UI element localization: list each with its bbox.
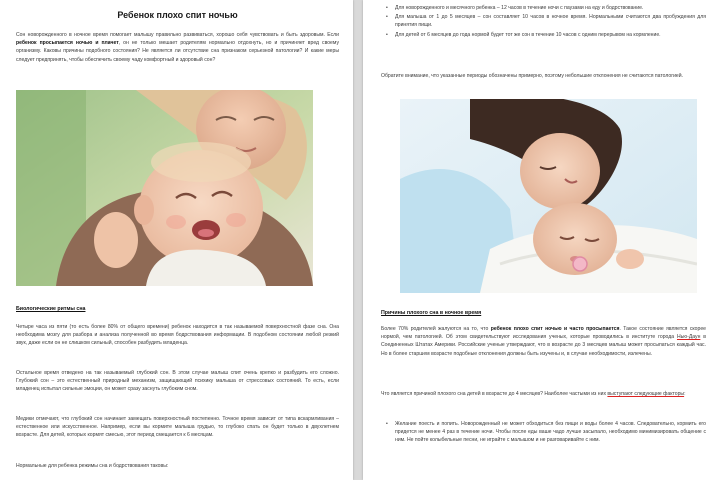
crying-baby-illustration: [16, 90, 313, 286]
page-right: [363, 0, 720, 480]
paragraph-sleep-phase: Четыре часа из пяти (то есть более 80% от общего времени) ребенок находится в так называемой поверхностной фазе сна. Она необходима мозгу для разбора и анализа полученной во время бодрствования информации. В подобном состоянии любой резкий звук, даже если он не слишком сильный, способен разбудить младенца.: [16, 324, 339, 347]
place-name: Нью-Даун: [676, 334, 701, 341]
causes-list: [381, 420, 706, 446]
mother-kissing-baby-photo: [400, 99, 697, 293]
intro-text-1: Сон новорожденного в ночное время помогает малышу правильно развиваться, хорошо себя чувствовать и быть здоровым. Если: [16, 32, 339, 38]
bullet-dot: •: [386, 14, 388, 21]
list-item: [381, 13, 706, 29]
paragraph-note: Обратите внимание, что указанные периоды обозначены примерно, поэтому небольшие отклонения не считаются патологией.: [381, 73, 684, 79]
causes-text-2: . Такое состояние является скорее нормой, чем патологией. Об этом свидетельствуют исследования ученых, которые проводились в институте города: [381, 326, 706, 341]
mother-kissing-baby-illustration: [400, 99, 697, 293]
bullet-dot: •: [386, 31, 388, 38]
page-left: [0, 0, 353, 480]
section-heading-biorhythms: Биологические ритмы сна: [16, 306, 86, 312]
intro-bold: ребенок просыпается ночью и плачет: [16, 40, 119, 47]
list-item-text: Для новорожденного и месячного ребенка – 12 часов в течение ночи с паузами на еду и бодрствование.: [395, 5, 644, 11]
causes-text-3: в Соединенных Штатах Америки. Российские ученые утверждают, что в возрасте до 3 месяцев малыш может просыпаться каждый час. Но в более старшем возрасте подобные отклонения должны быть изучены и, в случае необходимости, излечены.: [381, 334, 706, 357]
intro-paragraph: [16, 31, 339, 64]
sleep-norms-list: [381, 4, 706, 40]
section-heading-causes: Причины плохого сна в ночное время: [381, 310, 482, 316]
intro-text-2: , он не только мешает родителям нормально отдохнуть, но и причиняет вред своему организму. Каковы причины подобного состояния? Не является ли отсутствие сна признаком серьезной патологии? И какие меры следует предпринять, чтобы обеспечить своему чаду комфортный и здоровый сон?: [16, 40, 339, 63]
question-underlined: выступают следующие факторы: [607, 391, 685, 397]
paragraph-causes: [381, 325, 706, 358]
list-item-text: Для малыша от 1 до 5 месяцев – сон составляет 10 часов в ночное время. Нормальными считаются два пробуждения для принятия пищи.: [395, 14, 706, 29]
list-item: [381, 31, 706, 39]
bullet-dot: •: [386, 5, 388, 11]
paragraph-question: [381, 390, 706, 398]
paragraph-doctors: Медики отмечают, что глубокий сон начинает замещать поверхностный постепенно. Точное время зависит от типа вскармливания – естественное или искусственное. Например, если вы кормите малыша грудью, то глубоко спать он будет только в двухлетнем возрасте. Для детей, которых кормят смесью, этот период смещается к 6 месяцам.: [16, 416, 339, 439]
list-item: [381, 420, 706, 445]
paragraph-deep-sleep: Остальное время отведено на так называемый глубокий сон. В этом случае малыш спит очень крепко и разбудить его сложно. Глубокий сон – это естественный природный механизм, защищающий психику малыша от стрессовых состояний. То есть, если младенец испытал сильные эмоции, он может сразу заснуть глубоким сном.: [16, 370, 339, 393]
causes-text-1: Более 70% родителей жалуются на то, что: [381, 326, 491, 332]
question-text-1: Что является причиной плохого сна детей в возрасте до 4 месяцев? Наиболее частыми из них: [381, 391, 608, 397]
bullet-dot: •: [386, 421, 388, 427]
crying-baby-photo: [16, 90, 313, 286]
paragraph-norms-intro: Нормальные для ребенка режимы сна и бодрствования таковы:: [16, 463, 169, 469]
question-text-2: :: [684, 391, 686, 397]
list-item-text: Желание поесть и попить. Новорожденный не может обходиться без пищи и воды более 4 часов. Следовательно, кормить его придется не менее 4 раз в течение ночи. Чтобы после еды ваше чадо лучше засыпало, необходимо минимизировать общение с ним. Не пойте колыбельные песни, не играйте с малышом и не разговаривайте с ним.: [395, 421, 706, 444]
list-item: [381, 4, 706, 12]
page-title: Ребенок плохо спит ночью: [117, 10, 238, 20]
causes-bold: ребенок плохо спит ночью и часто просыпается: [490, 326, 620, 332]
list-item-text: Для детей от 6 месяцев до года нормой будет тот же сон в течение 10 часов с одним перерывом на кормление.: [395, 31, 661, 38]
